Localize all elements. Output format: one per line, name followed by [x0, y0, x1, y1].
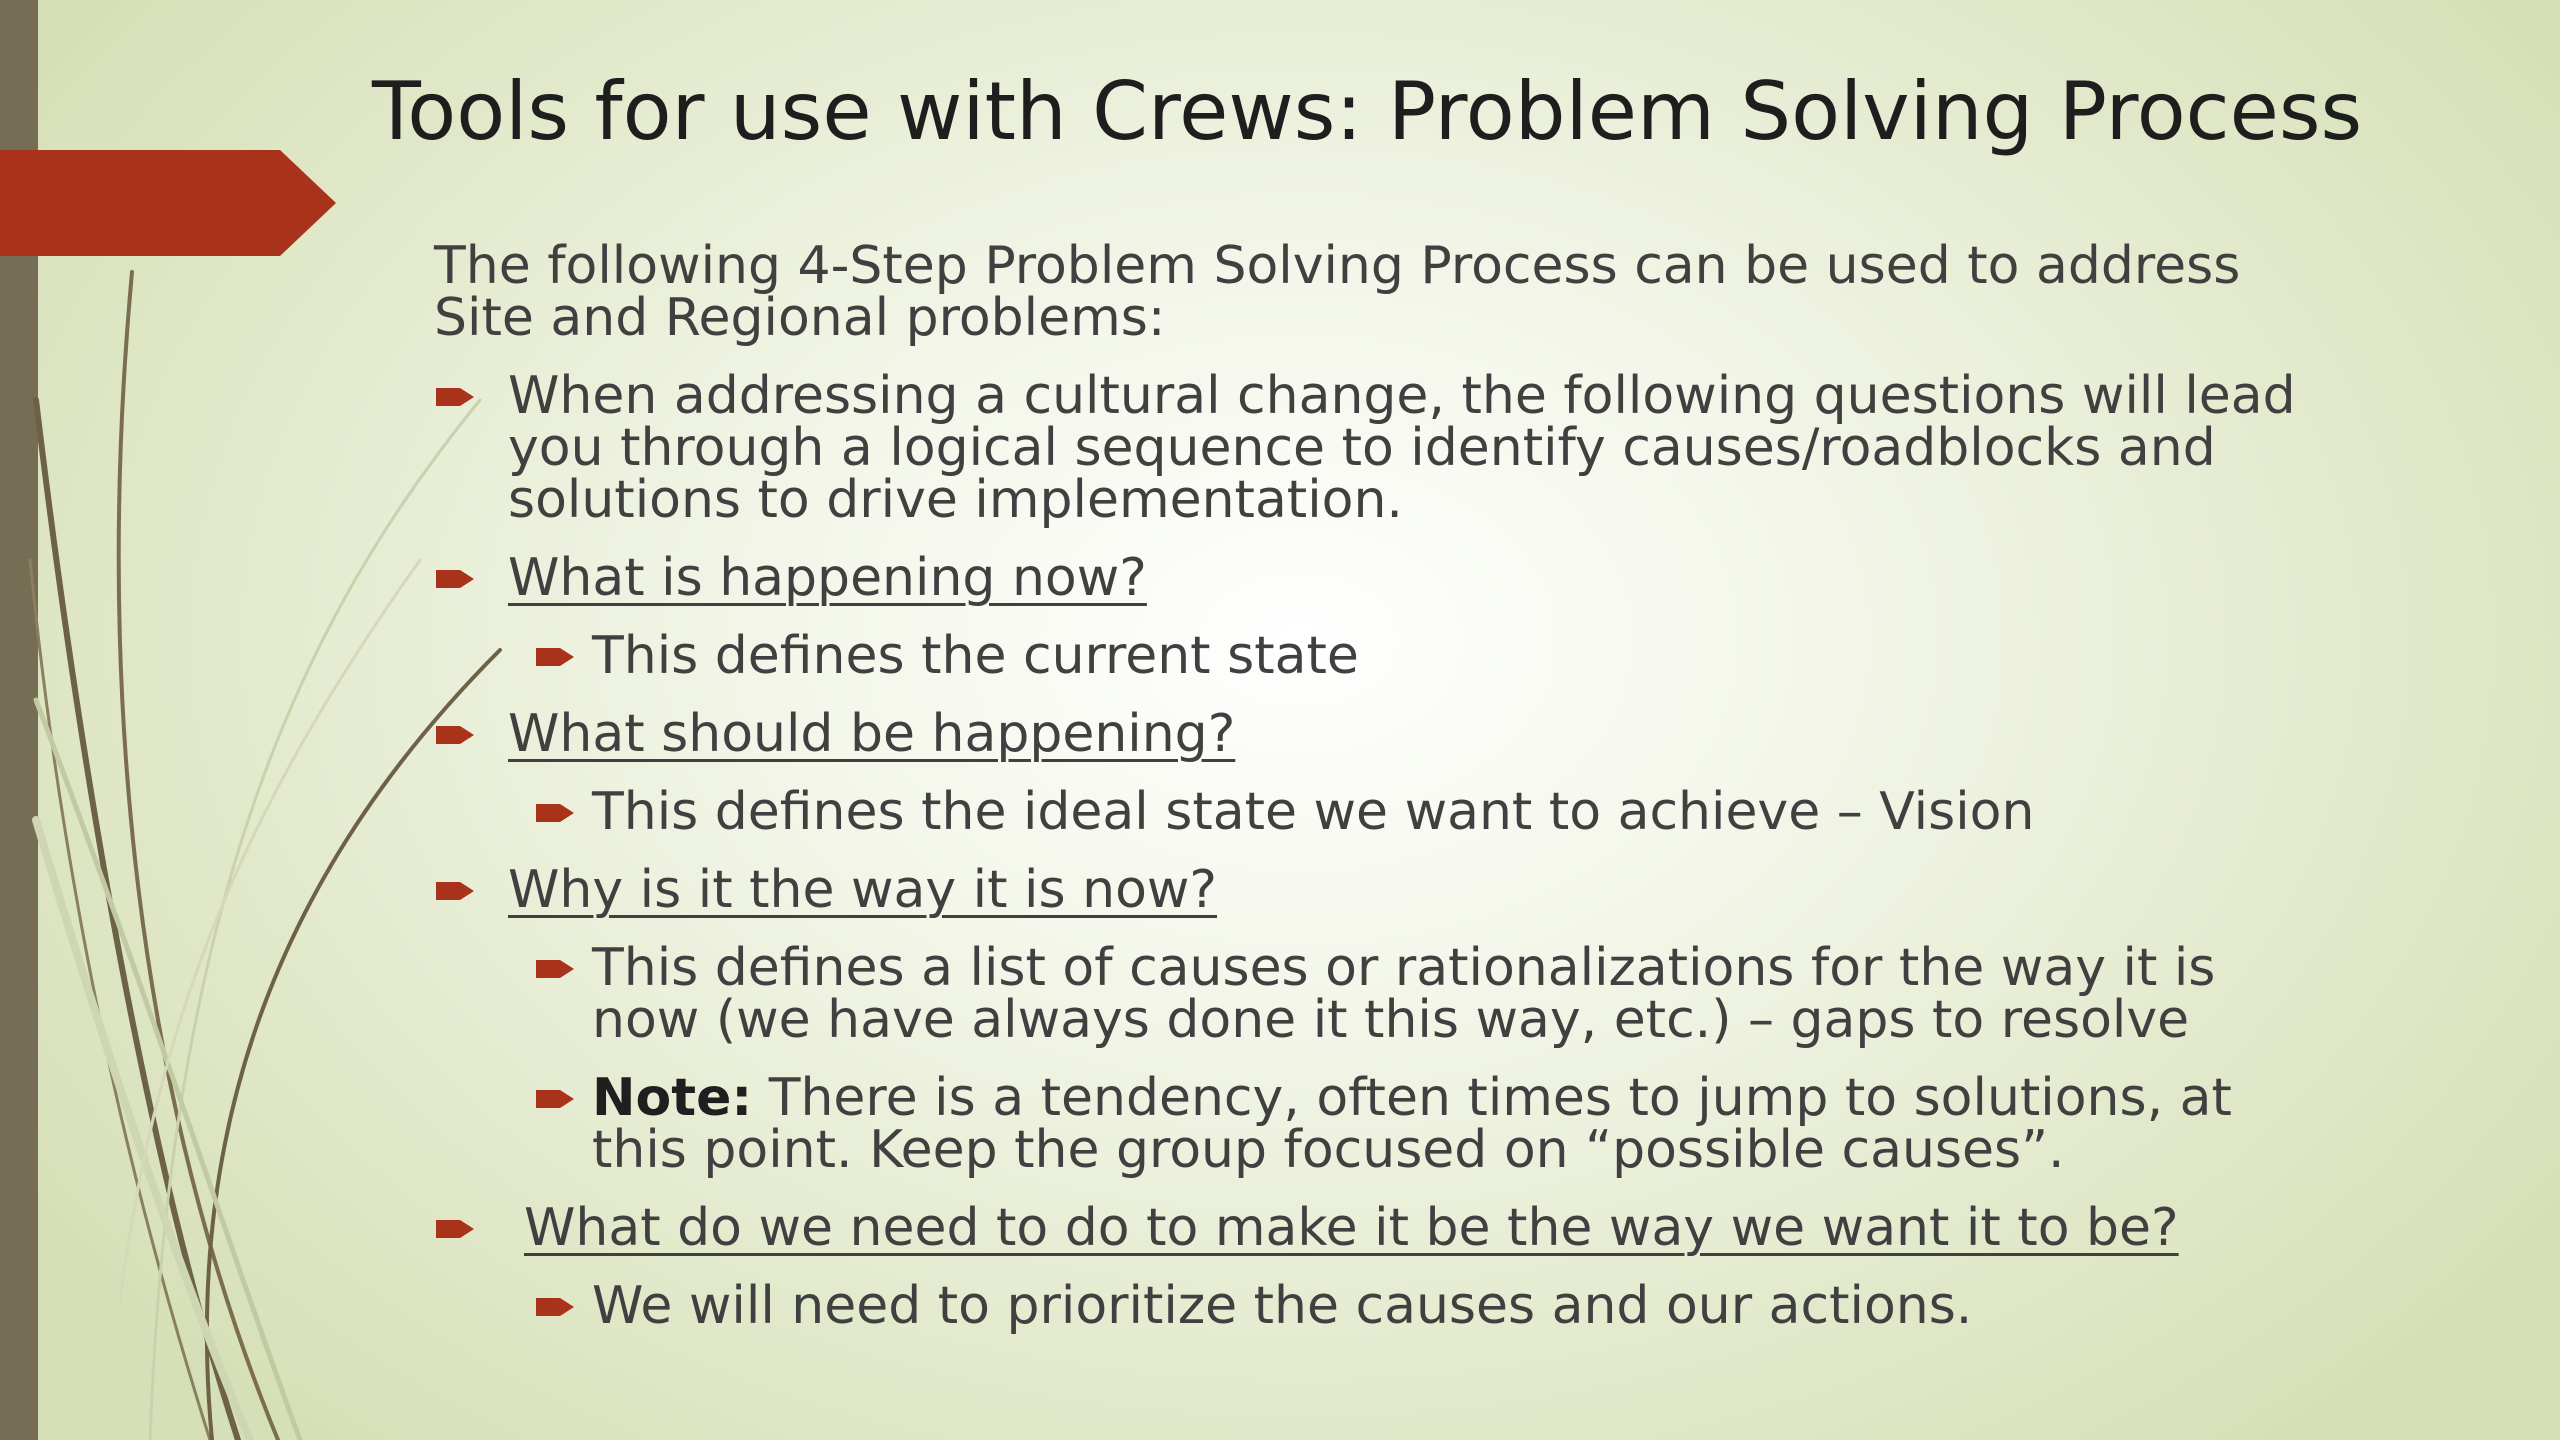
arrow-bullet-icon: [436, 880, 476, 902]
sub-bullet-text: We will need to prioritize the causes and our actions.: [592, 1276, 1973, 1336]
sub-list-item: [536, 1276, 2316, 1336]
arrow-bullet-icon: [536, 1296, 576, 1318]
sub-bullet-text: This defines the current state: [592, 626, 1359, 686]
arrow-bullet-icon: [436, 386, 476, 408]
list-item: [436, 704, 2316, 764]
arrow-bullet-icon: [436, 568, 476, 590]
note-label: Note:: [592, 1068, 753, 1128]
accent-arrow-shape: [0, 150, 336, 256]
arrow-bullet-icon: [536, 958, 576, 980]
question-text: Why is it the way it is now?: [508, 860, 1218, 920]
arrow-bullet-icon: [536, 1088, 576, 1110]
arrow-bullet-icon: [436, 1218, 476, 1240]
question-text: What do we need to do to make it be the way we want it to be?: [524, 1198, 2179, 1258]
slide-title: Tools for use with Crews: Problem Solving Process: [372, 65, 2363, 158]
list-item: [436, 366, 2316, 530]
question-text: What should be happening?: [508, 704, 1236, 764]
arrow-bullet-icon: [536, 802, 576, 824]
list-item: [436, 548, 2316, 608]
sub-list-item: [536, 626, 2316, 686]
arrow-bullet-icon: [436, 724, 476, 746]
sub-list-item: [536, 938, 2316, 1050]
list-item: [436, 1198, 2316, 1258]
bullet-text: When addressing a cultural change, the following questions will lead you through a logical sequence to identify causes/roadblocks and solutions to drive implementation.: [508, 366, 2296, 530]
intro-text: The following 4-Step Problem Solving Process can be used to address Site and Regional problems:: [434, 236, 2241, 348]
sub-list-item-note: [536, 1068, 2316, 1180]
sub-bullet-text: This defines the ideal state we want to achieve – Vision: [592, 782, 2035, 842]
arrow-bullet-icon: [536, 646, 576, 668]
question-text: What is happening now?: [508, 548, 1147, 608]
list-item: [436, 860, 2316, 920]
sub-list-item: [536, 782, 2316, 842]
bullet-list: [436, 366, 2316, 1358]
note-text: There is a tendency, often times to jump to solutions, at this point. Keep the group focused on “possible causes”.: [592, 1068, 2232, 1180]
sub-bullet-text: This defines a list of causes or rationalizations for the way it is now (we have always done it this way, etc.) – gaps to resolve: [592, 938, 2216, 1050]
